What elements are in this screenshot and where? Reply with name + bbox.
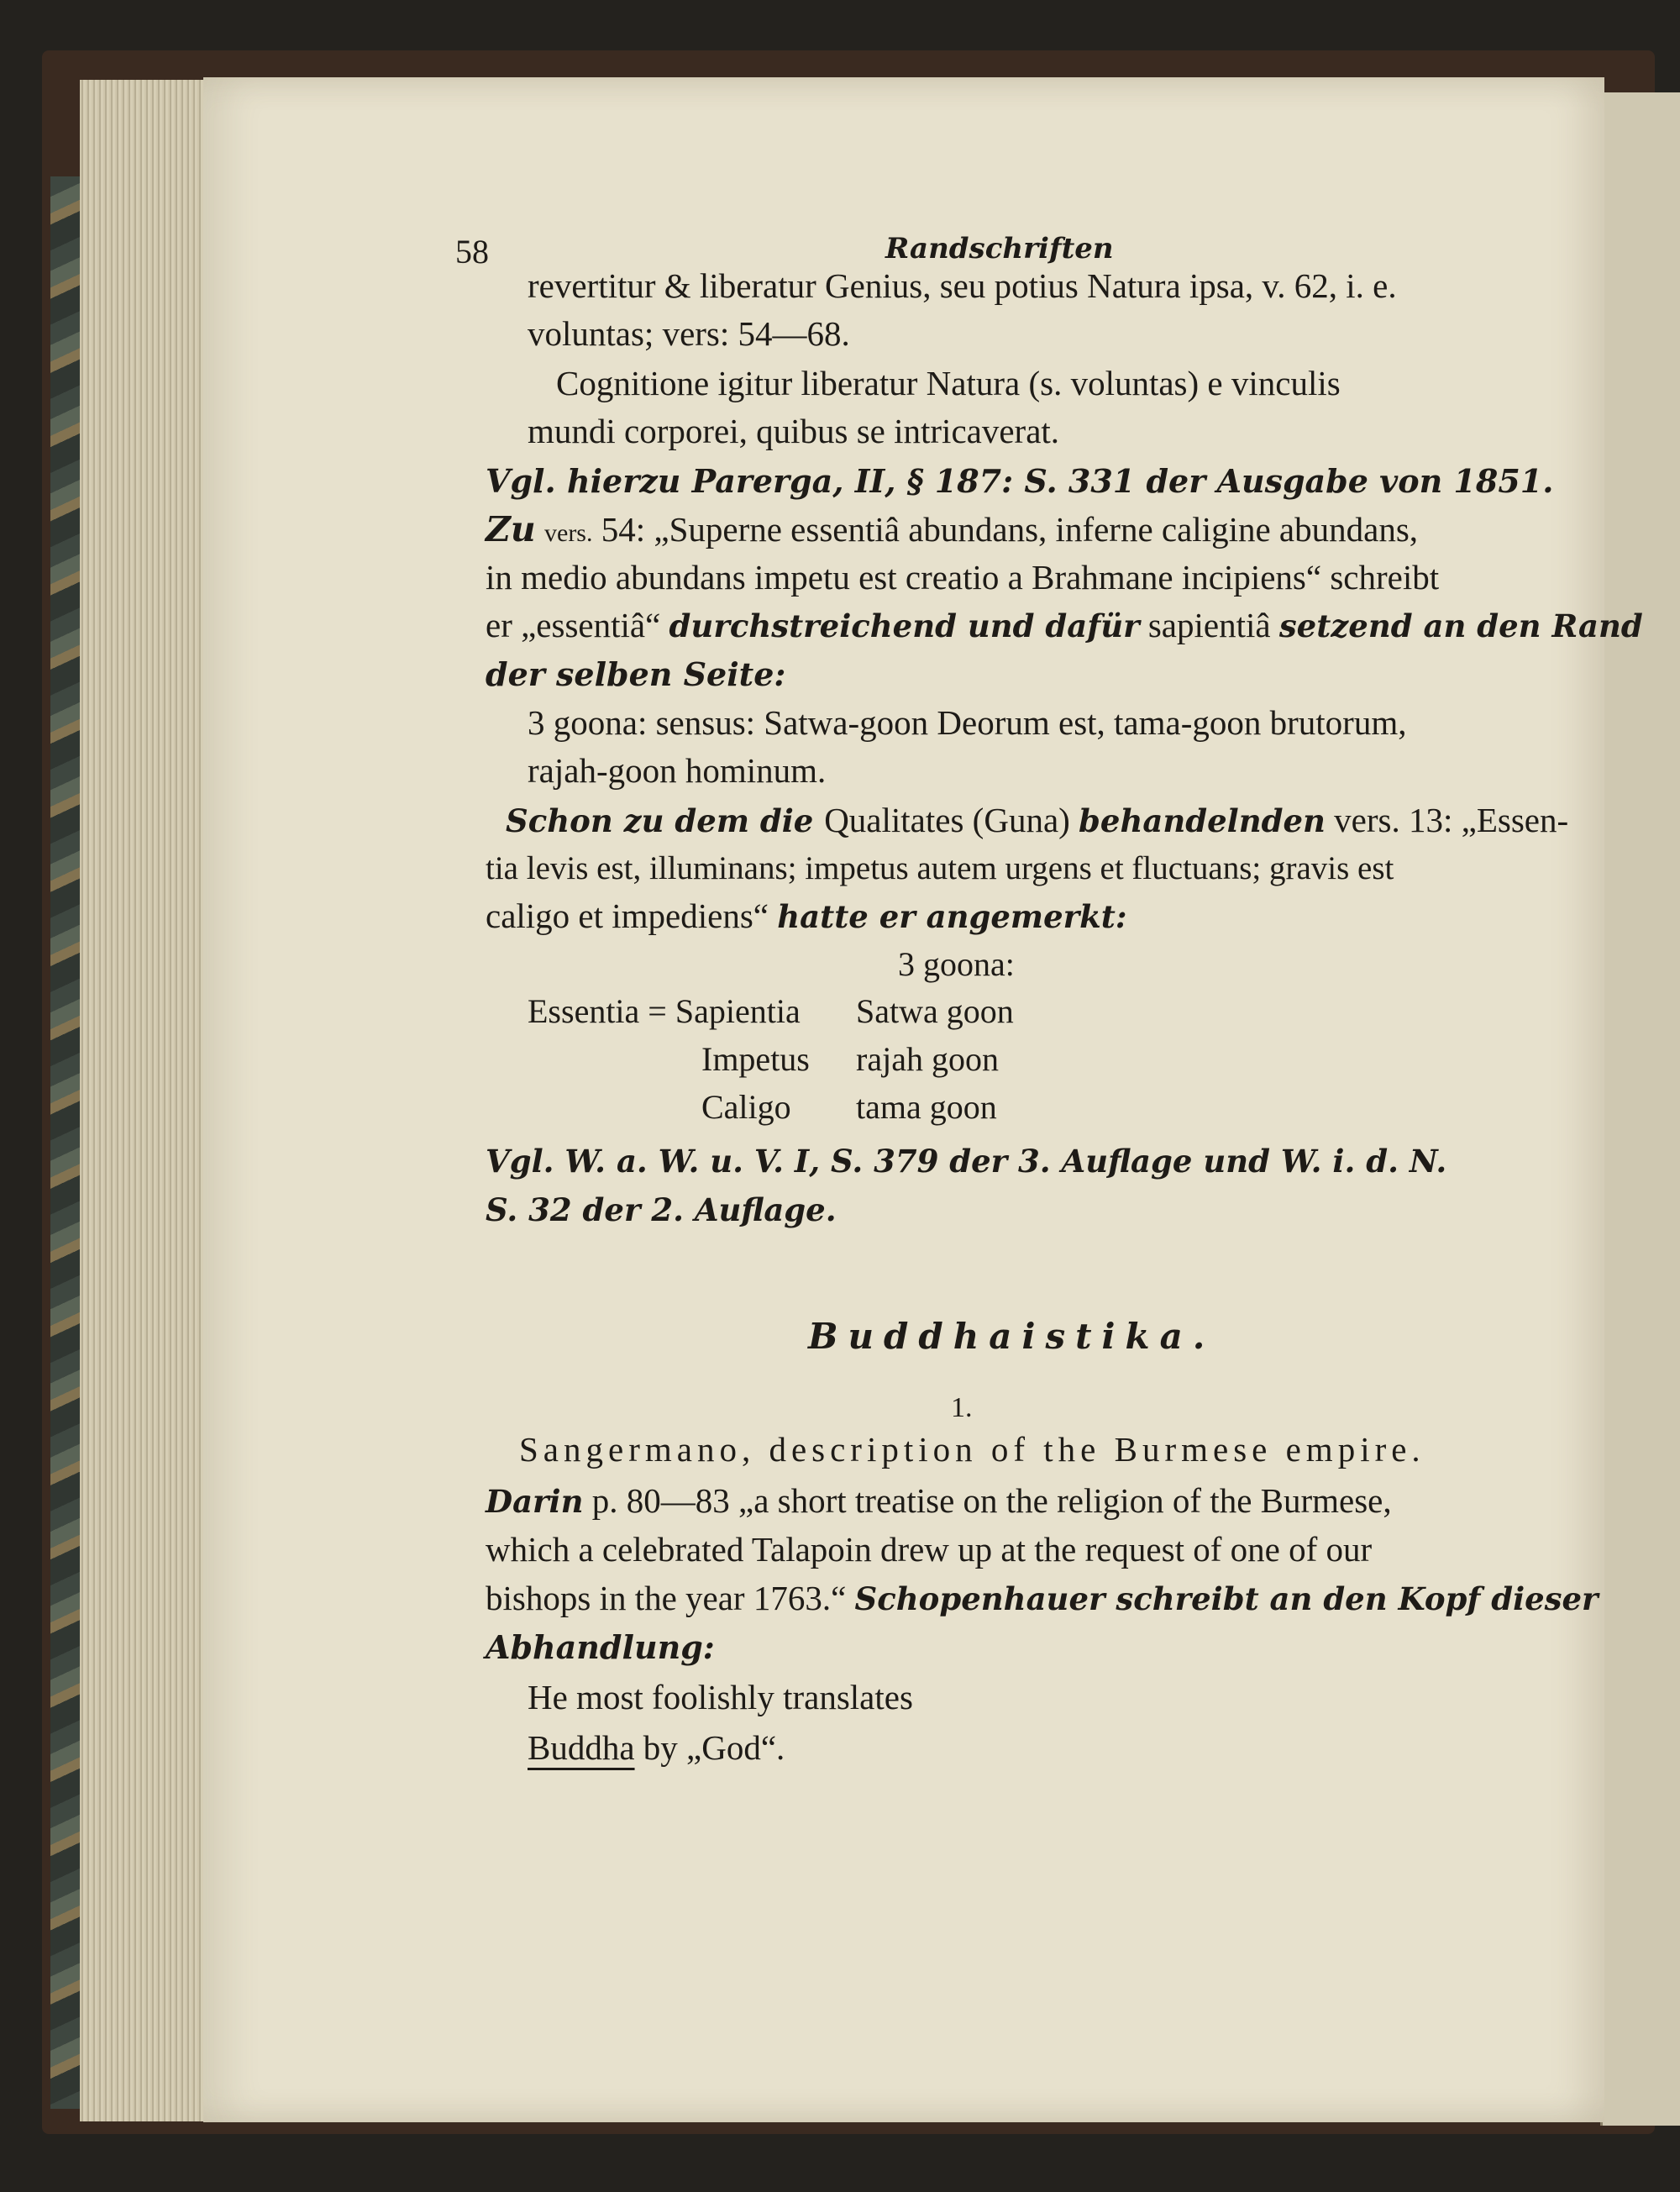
text-line: rajah-goon hominum.	[528, 751, 827, 790]
entry-title: Sangermano, description of the Burmese empire.	[519, 1430, 1425, 1469]
facing-page-edge	[1600, 92, 1680, 2126]
text-run: sapientiâ	[1139, 606, 1279, 644]
text-run: bishops in the year 1763.“	[486, 1579, 855, 1617]
text-line: 3 goona: sensus: Satwa-goon Deorum est, tama-goon brutorum,	[528, 703, 1407, 742]
book-page	[203, 77, 1643, 2122]
text-line: Abhandlung:	[486, 1628, 715, 1666]
text-line: Vgl. hierzu Parerga, II, § 187: S. 331 der Ausgabe von 1851.	[486, 462, 1554, 500]
text-line	[506, 796, 1568, 845]
table-cell: tama goon	[856, 1088, 997, 1126]
text-line: voluntas; vers: 54—68.	[528, 314, 850, 353]
text-line: tia levis est, illuminans; impetus autem urgens et fluctuans; gravis est	[486, 850, 1394, 886]
text-run: by „God“.	[634, 1728, 785, 1767]
text-line	[486, 1574, 1599, 1623]
table-cell: Essentia = Sapientia	[528, 992, 801, 1030]
text-line: Cognitione igitur liberatur Natura (s. voluntas) e vinculis	[556, 364, 1341, 402]
text-run: vers. 13: „Essen-	[1325, 801, 1569, 839]
table-cell: Caligo	[701, 1088, 791, 1126]
text-line: revertitur & liberatur Genius, seu potius Natura ipsa, v. 62, i. e.	[528, 266, 1397, 305]
text-line: der selben Seite:	[486, 655, 786, 693]
table-cell: Satwa goon	[856, 992, 1014, 1030]
page-edges	[80, 80, 207, 2121]
table-cell: Impetus	[701, 1040, 810, 1078]
underlined-word: Buddha	[528, 1728, 635, 1767]
section-title: Buddhaistika.	[808, 1316, 1215, 1357]
text-run: durchstreichend und dafür	[669, 607, 1140, 644]
text-line	[486, 892, 1127, 941]
text-line	[528, 1724, 785, 1772]
text-run: Schon zu dem die	[506, 802, 825, 839]
text-run: behandelnden	[1079, 802, 1326, 839]
text-line: mundi corporei, quibus se intricaverat.	[528, 412, 1060, 450]
text-line: Vgl. W. a. W. u. V. I, S. 379 der 3. Auflage und W. i. d. N.	[486, 1143, 1447, 1180]
text-run: p. 80—83 „a short treatise on the religion of the Burmese,	[583, 1481, 1392, 1520]
text-line: S. 32 der 2. Auflage.	[486, 1191, 837, 1228]
text-run: Darin	[486, 1483, 584, 1520]
text-line: He most foolishly translates	[528, 1678, 913, 1716]
text-run: er „essentiâ“	[486, 606, 669, 644]
text-run: caligo et impediens“	[486, 896, 778, 935]
text-line	[486, 602, 1643, 650]
text-run: setzend an den Rand	[1278, 607, 1643, 644]
text-run: Zu	[486, 509, 536, 549]
running-title: Randschriften	[885, 232, 1114, 265]
section-number: 1.	[951, 1392, 973, 1423]
text-line: in medio abundans impetu est creatio a Brahmane incipiens“ schreibt	[486, 558, 1440, 597]
table-cell: rajah goon	[856, 1040, 999, 1078]
text-run: 54: „Superne essentiâ abundans, inferne caligine abundans,	[601, 510, 1419, 549]
text-run: Qualitates (Guna)	[824, 801, 1079, 839]
text-run: Schopenhauer schreibt an den Kopf dieser	[854, 1580, 1599, 1617]
text-line	[486, 1477, 1392, 1526]
text-run: vers.	[544, 519, 593, 547]
text-run: hatte er angemerkt:	[777, 898, 1127, 935]
table-heading: 3 goona:	[898, 945, 1015, 983]
text-line	[486, 506, 1418, 557]
page-number: 58	[455, 233, 489, 271]
text-line: which a celebrated Talapoin drew up at the request of one of our	[486, 1530, 1373, 1569]
